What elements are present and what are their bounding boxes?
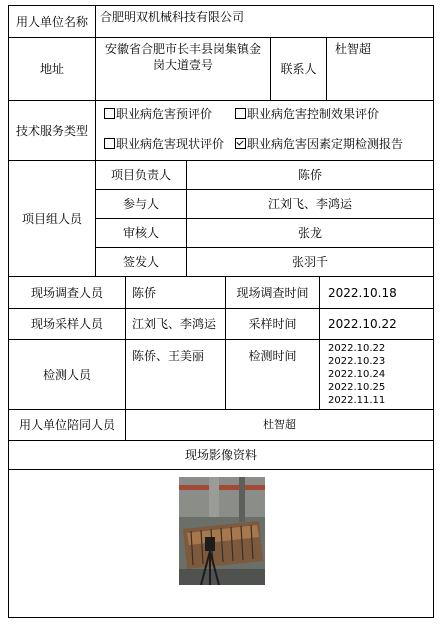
sampling-staff-label: 现场采样人员 (8, 308, 126, 340)
testing-time-label: 检测时间 (225, 339, 320, 410)
team-role-leader: 项目负责人 (95, 160, 187, 190)
survey-time-value: 2022.10.18 (319, 276, 434, 309)
survey-staff-value: 陈侨 (125, 276, 226, 309)
service-option-3: 职业病危害现状评价 (104, 135, 224, 152)
checkbox-icon[interactable] (104, 108, 115, 119)
service-type-label: 技术服务类型 (8, 100, 96, 161)
contact-value: 杜智超 (326, 37, 434, 101)
testing-dates (319, 339, 434, 410)
team-role-participants: 参与人 (95, 189, 187, 219)
address-value: 安徽省合肥市长丰县岗集镇金岗大道壹号 (95, 37, 271, 101)
survey-time-label: 现场调查时间 (225, 276, 320, 309)
checkbox-icon[interactable] (235, 108, 246, 119)
testing-date: 2022.10.22 (328, 343, 386, 354)
testing-date: 2022.11.11 (328, 395, 386, 406)
testing-staff-value: 陈侨、王美丽 (125, 339, 226, 410)
photos-label: 现场影像资料 (8, 440, 434, 470)
checkbox-checked-icon[interactable] (235, 138, 246, 149)
team-names-issuer: 张羽千 (186, 247, 434, 277)
testing-date: 2022.10.25 (328, 382, 386, 393)
sampling-staff-value: 江刘飞、李鸿运 (125, 308, 226, 340)
unit-name-label: 用人单位名称 (8, 5, 96, 38)
team-names-participants: 江刘飞、李鸿运 (186, 189, 434, 219)
unit-name-value: 合肥明双机械科技有限公司 (95, 5, 434, 38)
checkbox-icon[interactable] (104, 138, 115, 149)
team-role-issuer: 签发人 (95, 247, 187, 277)
occupational-health-form (8, 5, 434, 618)
accompany-value: 杜智超 (125, 409, 434, 441)
team-names-reviewer: 张龙 (186, 218, 434, 248)
survey-staff-label: 现场调查人员 (8, 276, 126, 309)
testing-staff-label: 检测人员 (8, 339, 126, 410)
team-label: 项目组人员 (8, 160, 96, 277)
site-photo (179, 477, 265, 585)
contact-label: 联系人 (270, 37, 327, 101)
service-option-1: 职业病危害预评价 (104, 105, 212, 122)
service-option-2: 职业病危害控制效果评价 (235, 105, 379, 122)
testing-date: 2022.10.24 (328, 369, 386, 380)
testing-date: 2022.10.23 (328, 356, 386, 367)
address-label: 地址 (8, 37, 96, 101)
service-option-4: 职业病危害因素定期检测报告 (235, 135, 403, 152)
team-names-leader: 陈侨 (186, 160, 434, 190)
team-role-reviewer: 审核人 (95, 218, 187, 248)
accompany-label: 用人单位陪同人员 (8, 409, 126, 441)
sampling-time-label: 采样时间 (225, 308, 320, 340)
sampling-time-value: 2022.10.22 (319, 308, 434, 340)
